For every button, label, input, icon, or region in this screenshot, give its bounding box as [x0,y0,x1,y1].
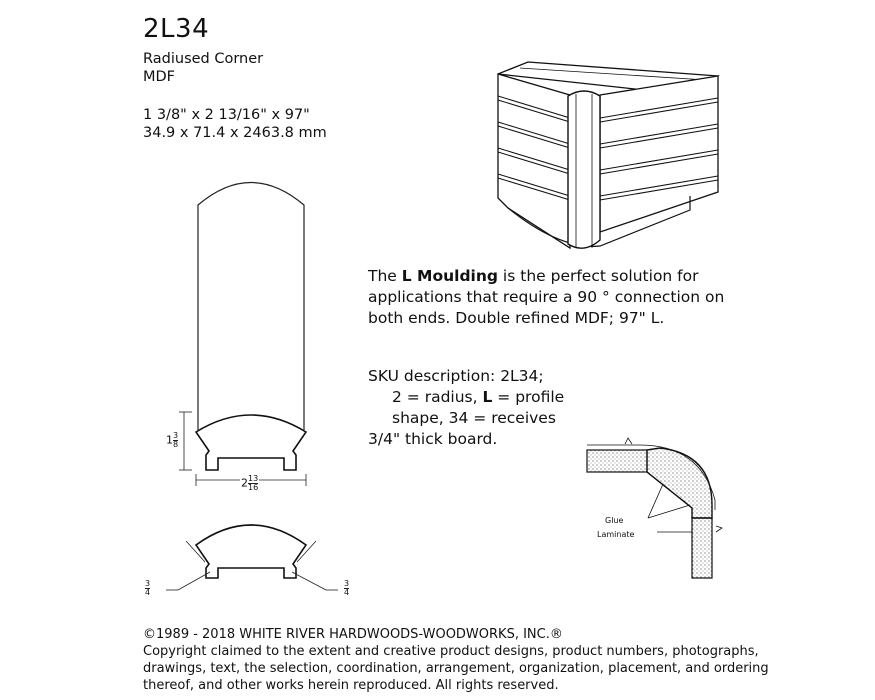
glue-label: Glue [605,516,624,525]
dims-metric: 34.9 x 71.4 x 2463.8 mm [143,125,327,141]
product-material: MDF [143,69,176,85]
copyright-footer: ©1989 - 2018 WHITE RIVER HARDWOODS-WOODWORKS, INC.® Copyright claimed to the extent and creative product designs, product numbers, photographs, drawings, text, the selection, coordination, arrangement, organization, placement, and ordering thereof, and other works herein reproduced. All rights reserved. [143,627,769,693]
width-label: 2 $\frac{13}{16}$ [241,474,259,492]
sku-description: SKU description: 2L34; 2 = radius, L = profile shape, 34 = receives 3/4" thick board. [368,367,565,448]
product-name: Radiused Corner [143,51,264,67]
laminate-label: Laminate [597,530,635,539]
product-code: 2L34 [143,14,210,44]
height-label: 1 $\frac{3}{8}$ [166,431,179,449]
dims-imperial: 1 3/8" x 2 13/16" x 97" [143,107,310,123]
product-description: The L Moulding is the perfect solution for applications that require a 90 ° connection on both ends. Double refined MDF; 97" L. [368,267,725,327]
left-thickness-label: 3 4 [145,579,151,597]
right-thickness-label: 3 4 [344,579,350,597]
